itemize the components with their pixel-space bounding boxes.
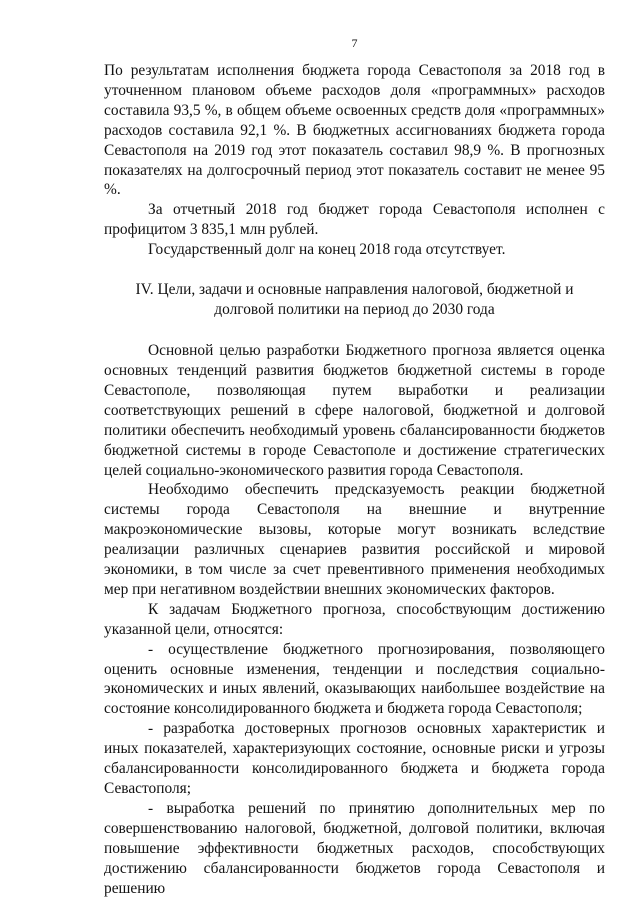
paragraph-main-goal: Основной целью разработки Бюджетного прогноза является оценка основных тенденций развития бюджетов бюджетной системы в городе Севастополе, позволяющая путем выработки и реализации соответствующих решений в сфере налоговой, бюджетной и долговой политики обеспечить необходимый уровень сбалансированности бюджетов бюджетной системы в городе Севастополе и достижение стратегических целей социально-экономического развития города Севастополя. — [104, 342, 605, 479]
list-item: - выработка решений по принятию дополнительных мер по совершенствованию налоговой, бюджетной, долговой политики, включая повышение эффективности бюджетных расходов, способствующих достижению сбалансированности бюджетов города Севастополя и решению — [104, 799, 605, 897]
paragraph-tasks-intro: К задачам Бюджетного прогноза, способствующим достижению указанной цели, относятся: — [104, 600, 605, 638]
list-item: - осуществление бюджетного прогнозирования, позволяющего оценить основные изменения, тенденции и последствия социально-экономических и иных явлений, оказывающих наибольшее воздействие на состояние консолидированного бюджета и бюджета города Севастополя; — [104, 640, 605, 718]
paragraph-public-debt: Государственный долг на конец 2018 года отсутствует. — [148, 241, 506, 259]
page-number: 7 — [351, 36, 358, 50]
list-item: - разработка достоверных прогнозов основных характеристик и иных показателей, характеризующих состояние, основные риски и угрозы сбалансированности консолидированного бюджета и бюджета города Севастополя; — [104, 720, 605, 797]
paragraph-program-expenses: По результатам исполнения бюджета города Севастополя за 2018 год в уточненном плановом объеме расходов доля «программных» расходов составила 93,5 %, в общем объеме освоенных средств доля «программных» расходов составила 92,1 %. В бюджетных ассигнованиях бюджета города Севастополя на 2019 год этот показатель составил 98,9 %. В прогнозных показателях на долгосрочный период этот показатель составит не менее 95 %. — [104, 62, 605, 199]
paragraph-budget-surplus: За отчетный 2018 год бюджет города Севастополя исполнен с профицитом 3 835,1 млн рублей. — [104, 201, 605, 239]
paragraph-predictability: Необходимо обеспечить предсказуемость реакции бюджетной системы города Севастополя на внешние и внутренние макроэкономические вызовы, которые могут возникать вследствие реализации различных сценариев развития российской и мировой экономики, в том числе за счет превентивного применения необходимых мер при негативном воздействии внешних экономических факторов. — [104, 481, 605, 598]
section-heading: IV. Цели, задачи и основные направления налоговой, бюджетной и долговой политики на период до 2030 года — [135, 281, 574, 319]
